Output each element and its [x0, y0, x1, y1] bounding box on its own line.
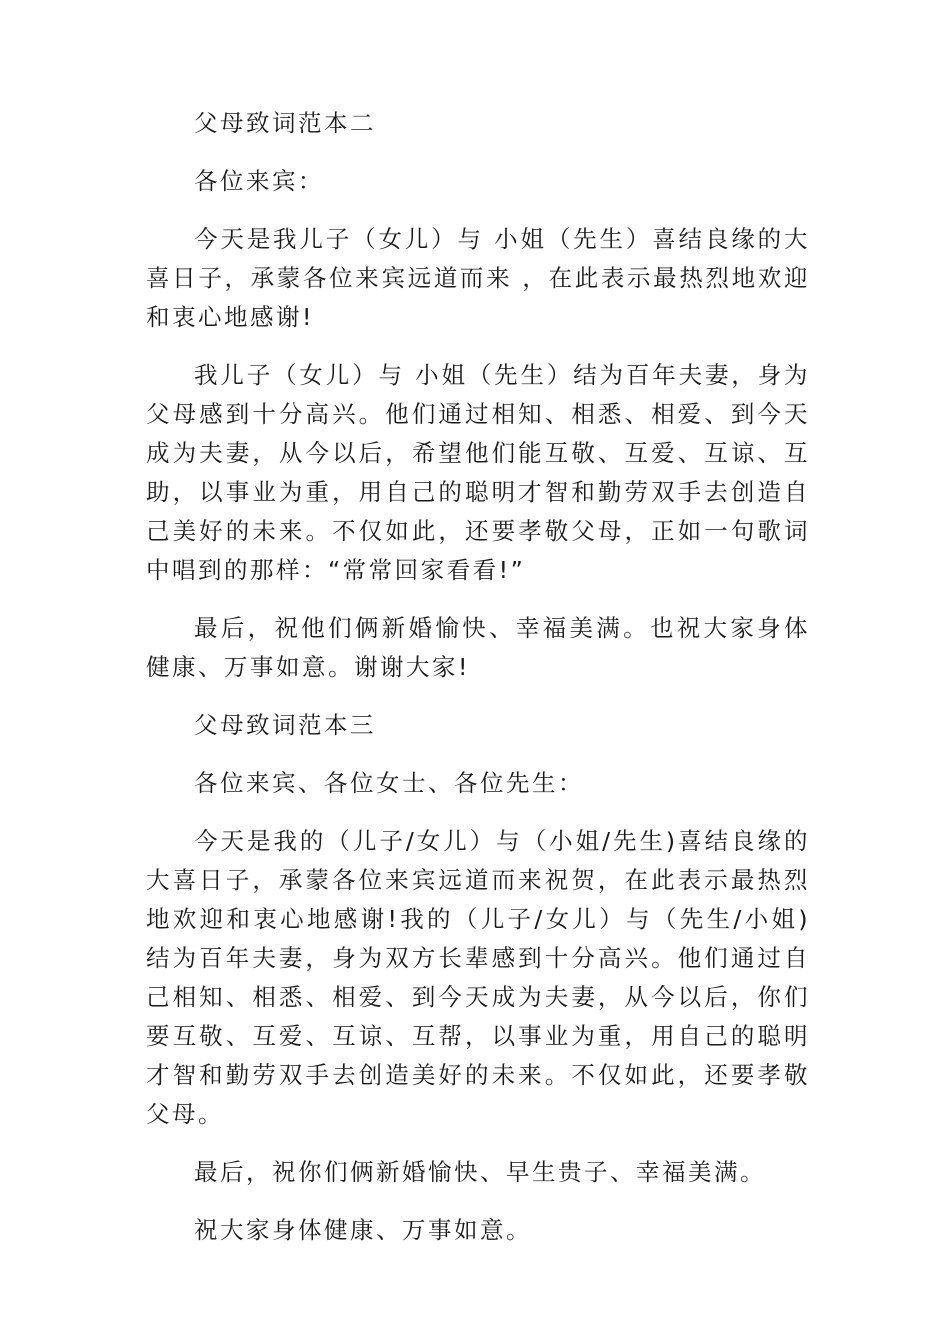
document-page: [146, 104, 810, 1269]
body-paragraph: 我儿子（女儿）与 小姐（先生）结为百年夫妻，身为父母感到十分高兴。他们通过相知、相悉、相爱、到今天成为夫妻，从今以后，希望他们能互敬、互爱、互谅、互助，以事业为重，用自己的聪明才智和勤劳双手去创造自己美好的未来。不仅如此，还要孝敬父母，正如一句歌词中唱到的那样：“常常回家看看!”: [146, 361, 810, 584]
section-title: 父母致词范本二: [194, 109, 376, 137]
speech-sample-three: [146, 706, 810, 1250]
body-paragraph: 最后，祝你们俩新婚愉快、早生贵子、幸福美满。: [194, 1158, 766, 1186]
speech-sample-two: [146, 104, 810, 687]
section-title: 父母致词范本三: [194, 711, 376, 739]
body-paragraph: 今天是我儿子（女儿）与 小姐（先生）喜结良缘的大喜日子，承蒙各位来宾远道而来 ，在此表示最热烈地欢迎和衷心地感谢!: [146, 225, 810, 331]
body-paragraph: 最后，祝他们俩新婚愉快、幸福美满。也祝大家身体健康、万事如意。谢谢大家!: [146, 614, 810, 681]
greeting: 各位来宾：: [194, 167, 324, 195]
body-paragraph: 祝大家身体健康、万事如意。: [194, 1216, 532, 1244]
body-paragraph: 今天是我的（儿子/女儿）与（小姐/先生)喜结良缘的大喜日子，承蒙各位来宾远道而来祝贺，在此表示最热烈地欢迎和衷心地感谢!我的（儿子/女儿）与（先生/小姐)结为百年夫妻，身为双方长辈感到十分高兴。他们通过自己相知、相悉、相爱、到今天成为夫妻，从今以后，你们要互敬、互爱、互谅、互帮，以事业为重，用自己的聪明才智和勤劳双手去创造美好的未来。不仅如此，还要孝敬父母。: [146, 827, 810, 1128]
greeting: 各位来宾、各位女士、各位先生：: [194, 769, 584, 797]
